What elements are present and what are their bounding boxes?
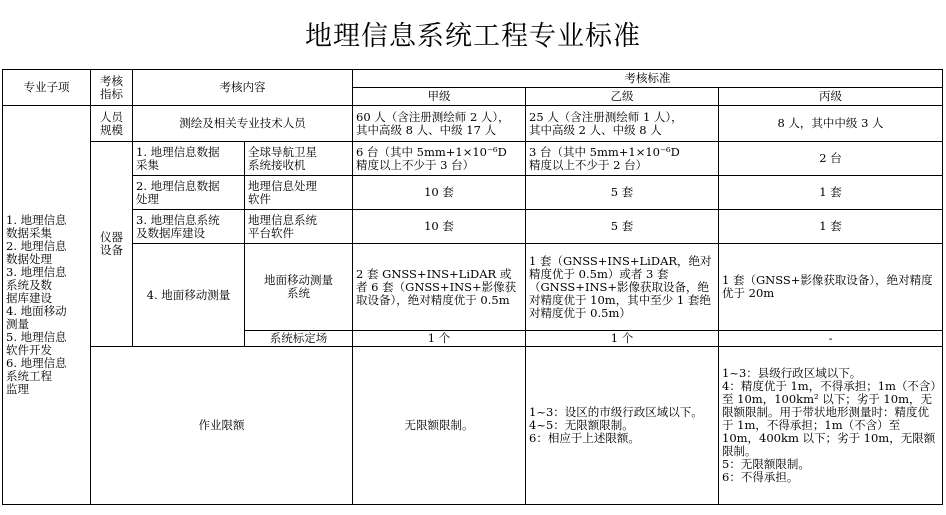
equipment-category: 4. 地面移动测量	[133, 244, 245, 347]
equipment-item: 全球导航卫星 系统接收机	[245, 142, 353, 176]
equipment-grade-a: 10 套	[353, 176, 526, 210]
header-subitem: 专业子项	[3, 70, 91, 106]
work-limit-grade-a: 无限额限制。	[353, 347, 526, 505]
equipment-grade-a: 1 个	[353, 331, 526, 347]
header-grade-b: 乙级	[526, 88, 719, 106]
personnel-indicator: 人员 规模	[91, 106, 133, 142]
personnel-content: 测绘及相关专业技术人员	[133, 106, 353, 142]
page-title: 地理信息系统工程专业标准	[305, 21, 641, 52]
equipment-grade-c: -	[719, 331, 943, 347]
equipment-indicator: 仪器 设备	[91, 142, 133, 347]
equipment-grade-a: 2 套 GNSS+INS+LiDAR 或者 6 套（GNSS+INS+影像获取设备），绝对精度优于 0.5m	[353, 244, 526, 331]
equipment-category: 2. 地理信息数据 处理	[133, 176, 245, 210]
equipment-grade-c: 1 套	[719, 176, 943, 210]
equipment-grade-a: 10 套	[353, 210, 526, 244]
equipment-grade-c: 1 套（GNSS+影像获取设备），绝对精度优于 20m	[719, 244, 943, 331]
personnel-grade-b: 25 人（含注册测绘师 1 人）， 其中高级 2 人、中级 8 人	[526, 106, 719, 142]
personnel-grade-c: 8 人，其中中级 3 人	[719, 106, 943, 142]
header-content: 考核内容	[133, 70, 353, 106]
personnel-grade-a: 60 人（含注册测绘师 2 人）， 其中高级 8 人、中级 17 人	[353, 106, 526, 142]
equipment-category: 1. 地理信息数据 采集	[133, 142, 245, 176]
header-indicator: 考核 指标	[91, 70, 133, 106]
equipment-grade-b: 3 台（其中 5mm+1×10⁻⁶D 精度以上不少于 2 台）	[526, 142, 719, 176]
equipment-grade-c: 1 套	[719, 210, 943, 244]
equipment-grade-b: 1 套（GNSS+INS+LiDAR，绝对精度优于 0.5m）或者 3 套（GNSS+INS+影像获取设备，绝对精度优于 10m，其中至少 1 套绝对精度优于 0.5m）	[526, 244, 719, 331]
standards-table	[2, 69, 943, 505]
header-standard: 考核标准	[353, 70, 943, 88]
equipment-category: 3. 地理信息系统 及数据库建设	[133, 210, 245, 244]
work-limit-grade-c: 1~3：县级行政区域以下。 4：精度优于 1m，不得承担；1m（不含）至 10m，100km² 以下；劣于 10m，无限额限制。用于带状地形测量时：精度优于 1m，不得承担；1m（不含）至 10m，400km 以下；劣于 10m，无限额限制。 5：无限额限制。 6：不得承担。	[719, 347, 943, 505]
equipment-grade-c: 2 台	[719, 142, 943, 176]
equipment-grade-a: 6 台（其中 5mm+1×10⁻⁶D 精度以上不少于 3 台）	[353, 142, 526, 176]
header-grade-c: 丙级	[719, 88, 943, 106]
work-limit-grade-b: 1~3：设区的市级行政区域以下。 4~5：无限额限制。 6：相应于上述限额。	[526, 347, 719, 505]
subitem-list: 1. 地理信息 数据采集 2. 地理信息 数据处理 3. 地理信息 系统及数 据库建设 4. 地面移动 测量 5. 地理信息 软件开发 6. 地理信息 系统工程 监理	[3, 106, 91, 505]
equipment-item: 地理信息处理 软件	[245, 176, 353, 210]
equipment-grade-b: 5 套	[526, 176, 719, 210]
equipment-grade-b: 5 套	[526, 210, 719, 244]
header-grade-a: 甲级	[353, 88, 526, 106]
equipment-grade-b: 1 个	[526, 331, 719, 347]
work-limit-content: 作业限额	[91, 347, 353, 505]
equipment-item: 地面移动测量 系统	[245, 244, 353, 331]
equipment-item: 系统标定场	[245, 331, 353, 347]
equipment-item: 地理信息系统 平台软件	[245, 210, 353, 244]
